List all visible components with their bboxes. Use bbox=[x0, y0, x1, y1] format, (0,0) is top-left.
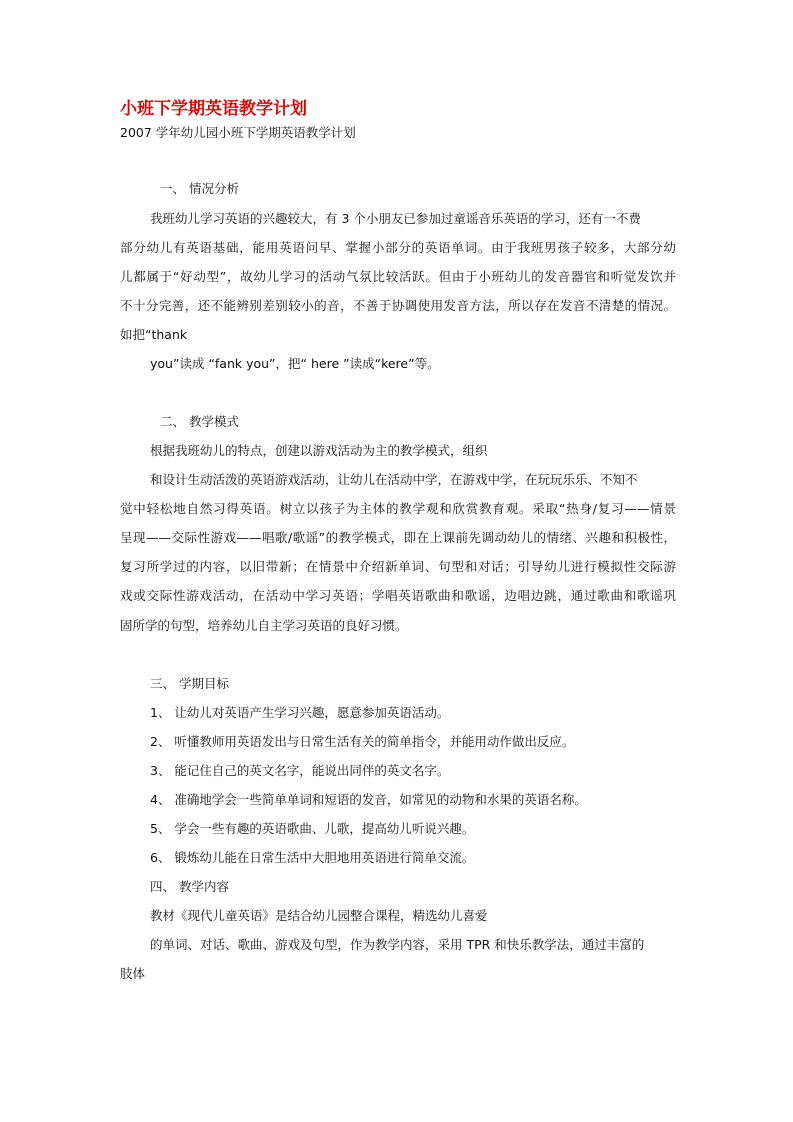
paragraph-line: 不十分完善，还不能辨别差别较小的音，不善于协调使用发音方法，所以存在发音不清楚的情况。 bbox=[120, 298, 676, 313]
paragraph-line: 呈现——交际性游戏——唱歌/歌谣”的教学模式，即在上课前先调动幼儿的情绪、兴趣和积极性， bbox=[120, 530, 676, 545]
section-heading-2: 二、 教学模式 bbox=[160, 414, 239, 429]
paragraph-line: 戏或交际性游戏活动，在活动中学习英语；学唱英语歌曲和歌谣，边唱边跳，通过歌曲和歌谣巩 bbox=[120, 588, 676, 603]
paragraph-line: 肢体 bbox=[120, 966, 146, 981]
paragraph-line: 如把“thank bbox=[120, 327, 188, 342]
section-heading-3: 三、 学期目标 bbox=[150, 676, 229, 691]
section-heading-4: 四、 教学内容 bbox=[150, 879, 229, 894]
paragraph-line: 儿都属于“好动型”，故幼儿学习的活动气氛比较活跃。但由于小班幼儿的发音器官和听觉发饮并 bbox=[120, 269, 676, 284]
paragraph-line: 和设计生动活泼的英语游戏活动，让幼儿在活动中学，在游戏中学，在玩玩乐乐、不知不 bbox=[150, 472, 638, 487]
paragraph-line: 我班幼儿学习英语的兴趣较大，有 3 个小朋友已参加过童谣音乐英语的学习，还有一不费 bbox=[150, 211, 641, 226]
document-title: 小班下学期英语教学计划 bbox=[120, 99, 307, 119]
list-item: 5、 学会一些有趣的英语歌曲、儿歌，提高幼儿听说兴趣。 bbox=[150, 821, 475, 836]
paragraph-line: you”读成 “fank you”，把“ here ”读成“kere”等。 bbox=[150, 356, 440, 371]
list-item: 3、 能记住自己的英文名字，能说出同伴的英文名字。 bbox=[150, 763, 450, 778]
paragraph-line: 部分幼儿有英语基础，能用英语问早、掌握小部分的英语单词。由于我班男孩子较多，大部分幼 bbox=[120, 240, 676, 255]
paragraph-line: 根据我班幼儿的特点，创建以游戏活动为主的教学模式，组织 bbox=[150, 443, 488, 458]
paragraph-line: 觉中轻松地自然习得英语。树立以孩子为主体的教学观和欣赏教育观。采取“热身/复习——情景 bbox=[120, 501, 676, 516]
list-item: 4、 准确地学会一些简单单词和短语的发音，如常见的动物和水果的英语名称。 bbox=[150, 792, 587, 807]
section-heading-1: 一、 情况分析 bbox=[160, 181, 239, 196]
list-item: 6、 锻炼幼儿能在日常生活中大胆地用英语进行简单交流。 bbox=[150, 850, 475, 865]
list-item: 1、 让幼儿对英语产生学习兴趣，愿意参加英语活动。 bbox=[150, 705, 450, 720]
paragraph-line: 复习所学过的内容，以旧带新；在情景中介绍新单词、句型和对话；引导幼儿进行模拟性交际游 bbox=[120, 559, 676, 574]
paragraph-line: 固所学的句型，培养幼儿自主学习英语的良好习惯。 bbox=[120, 618, 408, 633]
paragraph-line: 教材《现代儿童英语》是结合幼儿园整合课程，精选幼儿喜爱 bbox=[150, 908, 488, 923]
list-item: 2、 听懂教师用英语发出与日常生活有关的简单指令，并能用动作做出反应。 bbox=[150, 734, 575, 749]
paragraph-line: 的单词、对话、歌曲、游戏及句型，作为教学内容，采用 TPR 和快乐教学法，通过丰富的 bbox=[150, 937, 645, 952]
document-subtitle: 2007 学年幼儿园小班下学期英语教学计划 bbox=[120, 125, 356, 140]
